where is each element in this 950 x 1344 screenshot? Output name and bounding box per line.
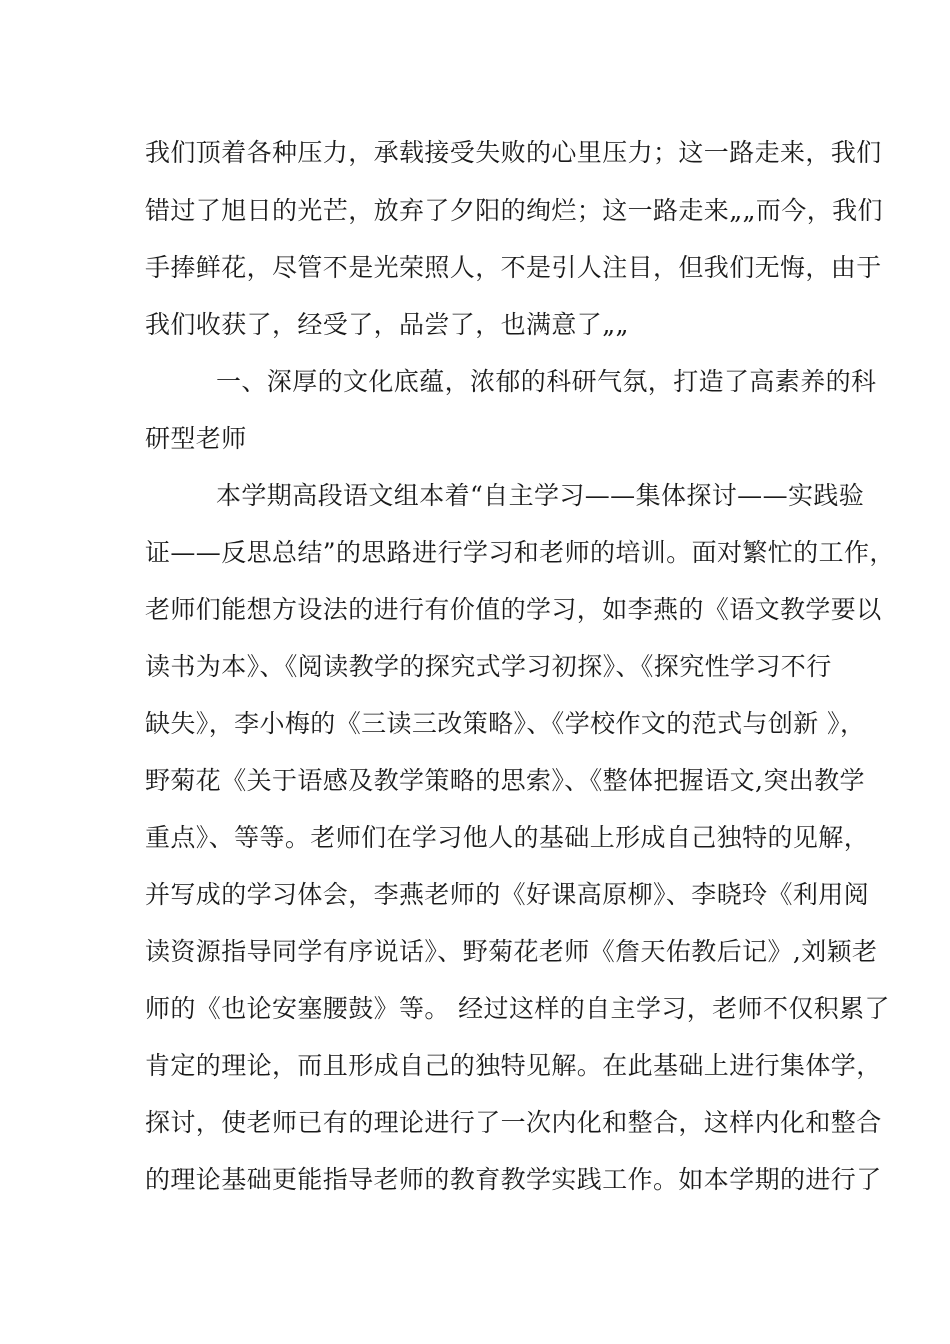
section-heading-line: 研型老师 <box>145 424 247 453</box>
section-heading-line: 一、深厚的文化底蕴，浓郁的科研气氛，打造了高素养的科 <box>216 367 877 396</box>
text-line: 缺失》，李小梅的《三读三改策略》、《学校作文的范式与创新 》， <box>145 709 866 738</box>
text-line: 野菊花《关于语感及教学策略的思索》、《整体把握语文,突出教学 <box>145 766 865 795</box>
text-line: 师的《也论安塞腰鼓》等。 经过这样的自主学习，老师不仅积累了 <box>145 994 890 1023</box>
text-line: 错过了旭日的光芒，放弃了夕阳的绚烂；这一路走来„„而今，我们 <box>145 196 883 225</box>
text-line: 证——反思总结”的思路进行学习和老师的培训。面对繁忙的工作， <box>145 538 895 567</box>
text-line: 我们顶着各种压力，承载接受失败的心里压力；这一路走来，我们 <box>145 138 882 167</box>
text-line: 的理论基础更能指导老师的教育教学实践工作。如本学期的进行了 <box>145 1165 882 1194</box>
text-line: 手捧鲜花，尽管不是光荣照人，不是引人注目，但我们无悔，由于 <box>145 253 882 282</box>
text-line: 我们收获了，经受了，品尝了，也满意了„„ <box>145 310 629 339</box>
text-line: 并写成的学习体会，李燕老师的《好课高原柳》、李晓玲《利用阅 <box>145 880 870 909</box>
text-line: 读资源指导同学有序说话》、野菊花老师《詹天佑教后记》,刘颖老 <box>145 937 878 966</box>
text-line: 老师们能想方设法的进行有价值的学习，如李燕的《语文教学要以 <box>145 595 882 624</box>
text-line: 肯定的理论，而且形成自己的独特见解。在此基础上进行集体学， <box>145 1051 882 1080</box>
text-line: 重点》、等等。老师们在学习他人的基础上形成自己独特的见解， <box>145 823 870 852</box>
text-line: 读书为本》、《阅读教学的探究式学习初探》、《探究性学习不行 <box>145 652 832 681</box>
text-line: 探讨，使老师已有的理论进行了一次内化和整合，这样内化和整合 <box>145 1108 882 1137</box>
text-line: 本学期高段语文组本着“自主学习——集体探讨——实践验 <box>216 481 865 510</box>
